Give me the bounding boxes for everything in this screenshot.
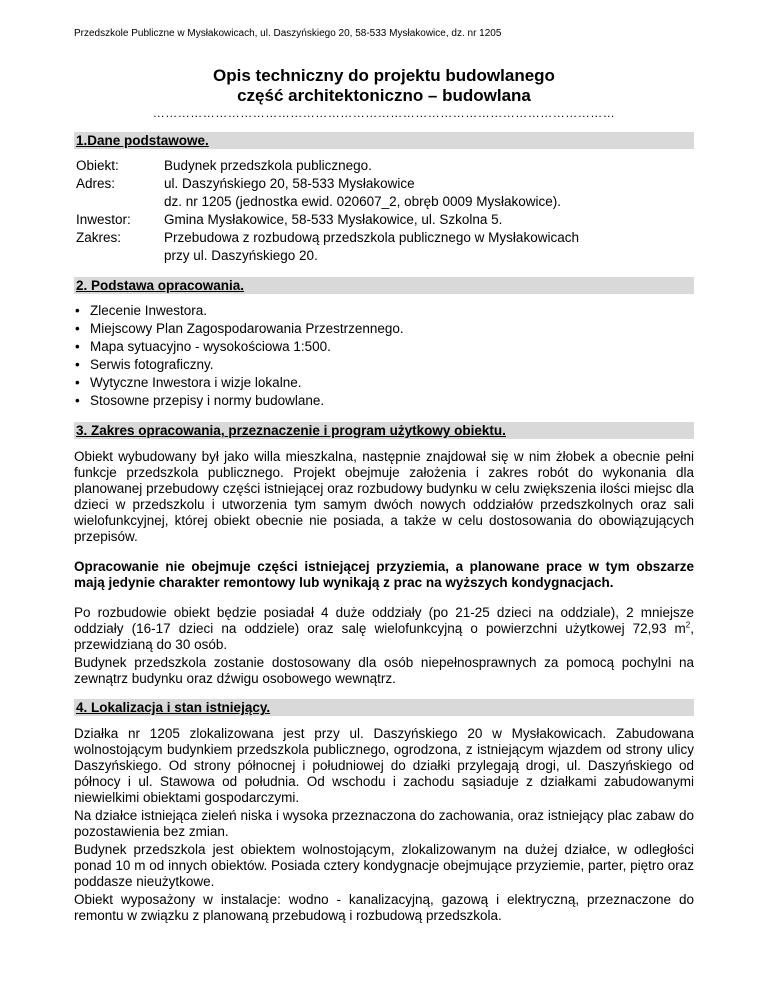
paragraph-text-end: , przewidzianą do 30 osób. bbox=[74, 621, 694, 652]
section-1-heading: 1.Dane podstawowe. bbox=[74, 132, 694, 149]
basic-data-table bbox=[74, 157, 694, 265]
section-3-paragraph-1: Obiekt wybudowany był jako willa mieszkalna, następnie znajdował się w nim żłobek a obecnie pełni funkcje przedszkola publicznego. Projekt obejmuje założenia i zakres robót do wykonania dla planowanej przebudowy części istniejącej oraz rozbudowy budynku w celu zwiększenia ilości miejsc dla dzieci w przedszkolu i utworzenia tym samym dwóch nowych oddziałów przedszkolnych oraz sali wielofunkcyjnej, której obiekt obecnie nie posiada, a także w celu dostosowania do obowiązujących przepisów. bbox=[74, 449, 694, 544]
section-4-paragraph-1: Działka nr 1205 zlokalizowana jest przy ul. Daszyńskiego 20 w Mysłakowicach. Zabudowana wolnostojącym budynkiem przedszkola publicznego, ogrodzona, z istniejącym wjazdem od strony ulicy Daszyńskiego. Od strony północnej i południowej do działki przylegają drogi, ul. Daszyńskiego od północy i ul. Stawowa od południa. Od wschodu i zachodu sąsiaduje z działkami zabudowanymi niewielkimi obiektami gospodarczymi. bbox=[74, 726, 694, 805]
section-4-heading: 4. Lokalizacja i stan istniejący. bbox=[74, 699, 694, 716]
row-value: dz. nr 1205 (jednostka ewid. 020607_2, obręb 0009 Mysłakowice). bbox=[164, 194, 561, 209]
section-3-paragraph-4: Budynek przedszkola zostanie dostosowany dla osób niepełnosprawnych za pomocą pochylni na zewnątrz budynku oraz dźwigu osobowego wewnątrz. bbox=[74, 655, 694, 686]
page-header: Przedszkole Publiczne w Mysłakowicach, ul. Daszyńskiego 20, 58-533 Mysłakowice, dz. nr 1205 bbox=[74, 28, 502, 39]
section-4-paragraph-2: Na działce istniejąca zieleń niska i wysoka przeznaczona do zachowania, oraz istniejący plac zabaw do pozostawienia bez zmian. bbox=[74, 808, 694, 839]
row-label: Obiekt: bbox=[76, 158, 119, 173]
paragraph-text: Po rozbudowie obiekt będzie posiadał 4 duże oddziały (po 21-25 dzieci na oddziale), 2 mniejsze oddziały (16-17 dzieci na oddziele) oraz salę wielofunkcyjną o powierzchni użytkowej 72,93 m bbox=[74, 605, 694, 636]
list-item: • Serwis fotograficzny. bbox=[74, 356, 694, 374]
row-value: Gmina Mysłakowice, 58-533 Mysłakowice, ul. Szkolna 5. bbox=[164, 212, 503, 227]
row-value: przy ul. Daszyńskiego 20. bbox=[164, 248, 318, 263]
section-2-heading: 2. Podstawa opracowania. bbox=[74, 277, 694, 294]
document-title bbox=[74, 66, 694, 106]
row-label bbox=[74, 193, 164, 211]
section-3-paragraph-3 bbox=[74, 605, 694, 653]
row-label: Zakres: bbox=[76, 230, 122, 245]
row-label: Inwestor: bbox=[76, 212, 131, 227]
list-item: • Stosowne przepisy i normy budowlane. bbox=[74, 392, 694, 410]
list-item: • Zlecenie Inwestora. bbox=[74, 302, 694, 320]
basis-list bbox=[74, 302, 694, 410]
row-value: Budynek przedszkola publicznego. bbox=[164, 158, 372, 173]
list-item: • Miejscowy Plan Zagospodarowania Przestrzennego. bbox=[74, 320, 694, 338]
list-item: • Mapa sytuacyjno - wysokościowa 1:500. bbox=[74, 338, 694, 356]
superscript: 2 bbox=[685, 620, 691, 630]
section-4-paragraph-3: Budynek przedszkola jest obiektem wolnostojącym, zlokalizowanym na dużej działce, w odległości ponad 10 m od innych obiektów. Posiada cztery kondygnacje obejmujące przyziemie, parter, piętro oraz poddasze nieużytkowe. bbox=[74, 842, 694, 889]
section-4-paragraph-4: Obiekt wyposażony w instalacje: wodno - kanalizacyjną, gazową i elektryczną, przeznaczone do remontu w związku z planowaną przebudową i rozbudową przedszkola. bbox=[74, 892, 694, 923]
section-3-paragraph-2: Opracowanie nie obejmuje części istniejącej przyziemia, a planowane prace w tym obszarze mają jedynie charakter remontowy lub wynikają z prac na wyższych kondygnacjach. bbox=[74, 559, 694, 590]
document-page bbox=[74, 0, 694, 924]
row-label bbox=[74, 247, 164, 265]
list-item: • Wytyczne Inwestora i wizje lokalne. bbox=[74, 374, 694, 392]
title-line-2: część architektoniczno – budowlana bbox=[237, 86, 531, 105]
title-dotted-rule: ………………………………………………………………………………………………… bbox=[152, 106, 616, 120]
row-value: Przebudowa z rozbudową przedszkola publicznego w Mysłakowicach bbox=[164, 230, 579, 245]
section-3-heading: 3. Zakres opracowania, przeznaczenie i program użytkowy obiektu. bbox=[74, 422, 694, 439]
row-value: ul. Daszyńskiego 20, 58-533 Mysłakowice bbox=[164, 176, 415, 191]
row-label: Adres: bbox=[76, 176, 116, 191]
title-line-1: Opis techniczny do projektu budowlanego bbox=[213, 66, 555, 85]
